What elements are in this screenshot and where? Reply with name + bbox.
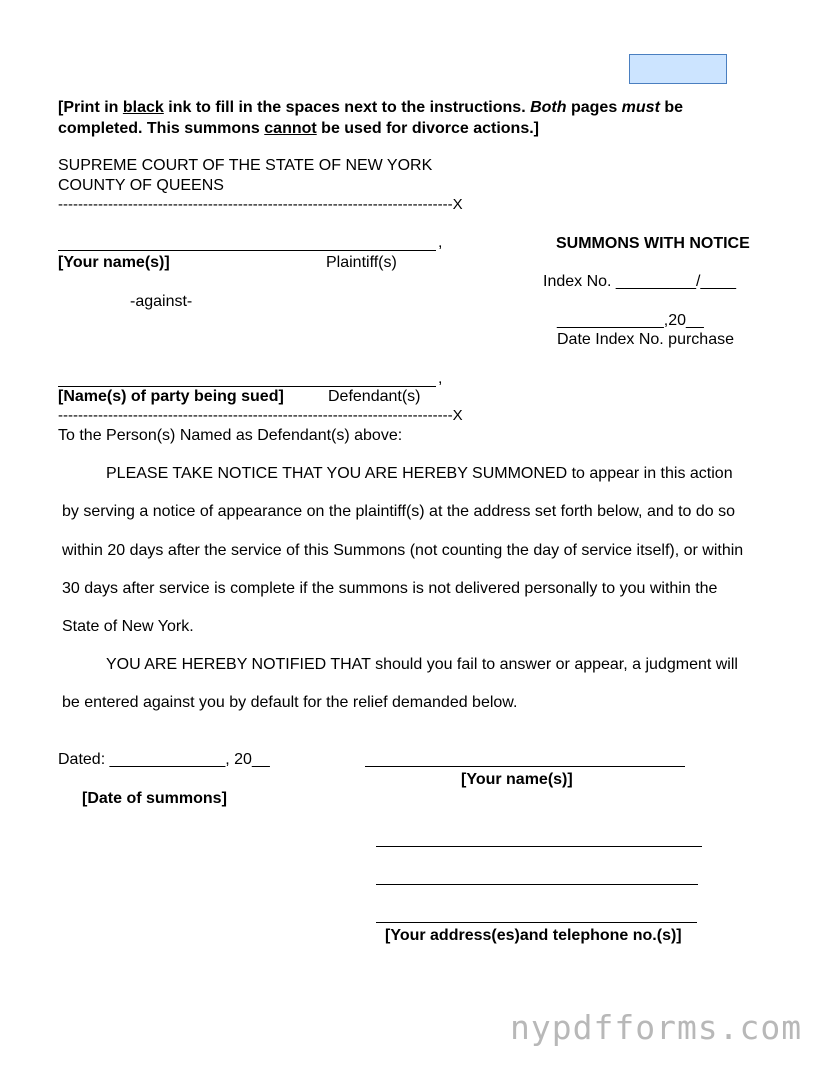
notice-paragraph-2 <box>62 646 782 723</box>
signature-name-label: [Your name(s)] <box>461 771 573 788</box>
address-line-1[interactable] <box>376 846 702 847</box>
notice-line: be entered against you by default for the relief demanded below. <box>62 694 518 712</box>
notice-line: within 20 days after the service of this Summons (not counting the day of service itself), or within <box>62 541 744 559</box>
index-date-label: Date Index No. purchase <box>557 331 734 348</box>
notice-line: YOU ARE HEREBY NOTIFIED THAT should you fail to answer or appear, a judgment will <box>106 656 738 673</box>
instructions-line-1 <box>58 97 683 118</box>
instr-text: [Print in <box>58 99 123 116</box>
defendant-name-label: [Name(s) of party being sued] <box>58 388 284 405</box>
dated-field[interactable]: Dated: _____________, 20__ <box>58 751 270 768</box>
defendant-comma: , <box>438 370 443 387</box>
caption-separator-bottom: -------------------------------------------------------------------------------X <box>58 407 463 424</box>
plaintiff-name-label: [Your name(s)] <box>58 254 170 271</box>
salutation: To the Person(s) Named as Defendant(s) above: <box>58 427 403 444</box>
instructions-line-2 <box>58 118 683 139</box>
defendant-name-line[interactable] <box>58 386 436 387</box>
instr-text: pages <box>566 99 622 116</box>
fillable-field-box[interactable] <box>629 54 727 84</box>
instructions <box>58 97 683 139</box>
document-title: SUMMONS WITH NOTICE <box>556 235 750 252</box>
address-line-2[interactable] <box>376 884 698 885</box>
caption-separator-top: -------------------------------------------------------------------------------X <box>58 196 463 213</box>
instr-must-emphasis: must <box>621 99 660 116</box>
court-name: SUPREME COURT OF THE STATE OF NEW YORK <box>58 157 433 174</box>
notice-line: State of New York. <box>62 618 194 636</box>
plaintiff-comma: , <box>438 234 443 251</box>
instr-cannot-emphasis: cannot <box>264 120 317 137</box>
watermark: nypdfforms.com <box>510 1008 803 1047</box>
against-text: -against- <box>130 293 193 310</box>
notice-line: PLEASE TAKE NOTICE THAT YOU ARE HEREBY SUMMONED to appear in this action <box>106 465 733 482</box>
index-date-field[interactable]: ____________,20__ <box>557 312 704 329</box>
index-number-field[interactable]: Index No. _________/____ <box>543 273 737 290</box>
signature-name-line[interactable] <box>365 766 685 767</box>
instr-text: be used for divorce actions.] <box>316 120 539 137</box>
instr-both-emphasis: Both <box>530 99 567 116</box>
address-line-3[interactable] <box>376 922 697 923</box>
notice-line: by serving a notice of appearance on the plaintiff(s) at the address set forth below, and to do so <box>62 503 736 521</box>
court-county: COUNTY OF QUEENS <box>58 177 224 194</box>
plaintiff-role: Plaintiff(s) <box>326 254 397 271</box>
plaintiff-name-line[interactable] <box>58 250 436 251</box>
notice-paragraph-1 <box>62 455 782 646</box>
instr-text: completed. This summons <box>58 120 265 137</box>
notice-line: 30 days after service is complete if the summons is not delivered personally to you within the <box>62 579 718 597</box>
instr-text: be <box>659 99 684 116</box>
defendant-role: Defendant(s) <box>328 388 421 405</box>
instr-black-emphasis: black <box>122 99 164 116</box>
address-phone-label: [Your address(es)and telephone no.(s)] <box>385 927 682 944</box>
instr-text: ink to fill in the spaces next to the instructions. <box>163 99 531 116</box>
date-of-summons-label: [Date of summons] <box>82 790 227 807</box>
